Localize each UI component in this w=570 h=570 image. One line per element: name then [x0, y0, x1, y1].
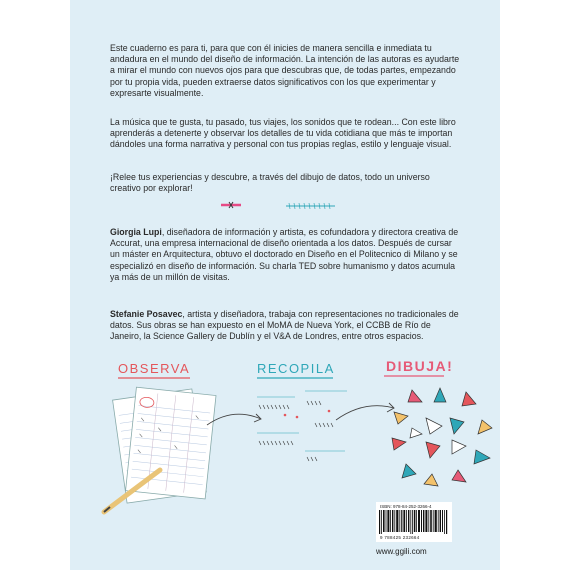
triangle-burst-visualization [386, 378, 496, 488]
barcode-label [376, 502, 452, 542]
author-bio-text: , artista y diseñadora, trabaja con representaciones no tradicionales de datos. Sus obras se han expuesto en el MoMA de Nueva York, el CCBB de Río de Janeiro, la Science Gallery de Dublín y el V&A de Londres, entre otros espacios. [110, 309, 459, 342]
notebook-sheets-illustration [90, 380, 230, 520]
author-name: Stefanie Posavec [110, 309, 183, 319]
author-bio-text: , diseñadora de información y artista, es cofundadora y directora creativa de Accurat, una empresa internacional de diseño orientada a los datos. Después de cursar un máster en Arquitectura, obtuvo el doctorado en Diseño en el Politecnico di Milano y se especializó en diseño de información. Su charla TED sobre humanismo y datos acumula ya más de un millón de visitas. [110, 227, 459, 282]
intro-paragraph-3: ¡Relee tus experiencias y descubre, a través del dibujo de datos, todo un universo creativo por explorar! [110, 172, 430, 194]
author-name: Giorgia Lupi [110, 227, 162, 237]
draw-heading: DIBUJA! [386, 358, 454, 374]
barcode-number: 9 788425 232664 [380, 535, 420, 540]
observe-heading: OBSERVA [118, 361, 191, 376]
isbn-text: ISBN: 978-84-252-3266-4 [380, 504, 432, 509]
intro-paragraph-1: Este cuaderno es para ti, para que con él inicies de manera sencilla e inmediata tu andadura en el mundo del diseño de información. La intención de las autoras es ayudarte a mirar el mundo con nuevos ojos para que descubras que, de todas partes, empezando por tu propia vida, pueden extraerse datos significativos con los que experimentar y expresarte visualmente. [110, 43, 460, 98]
publisher-website: www.ggili.com [376, 547, 427, 556]
barcode-icon [379, 510, 449, 534]
intro-paragraph-2: La música que te gusta, tu pasado, tus viajes, los sonidos que te rodean... Con este libro aprenderás a detenerte y observar los detalles de tu vida cotidiana que más te importan dándoles una forma narrativa y personal con tus propias reglas, estilo y lenguaje visual. [110, 117, 456, 150]
book-back-cover [70, 0, 500, 570]
data-tally-sketch [255, 385, 355, 475]
collect-heading: RECOPILA [257, 361, 335, 376]
